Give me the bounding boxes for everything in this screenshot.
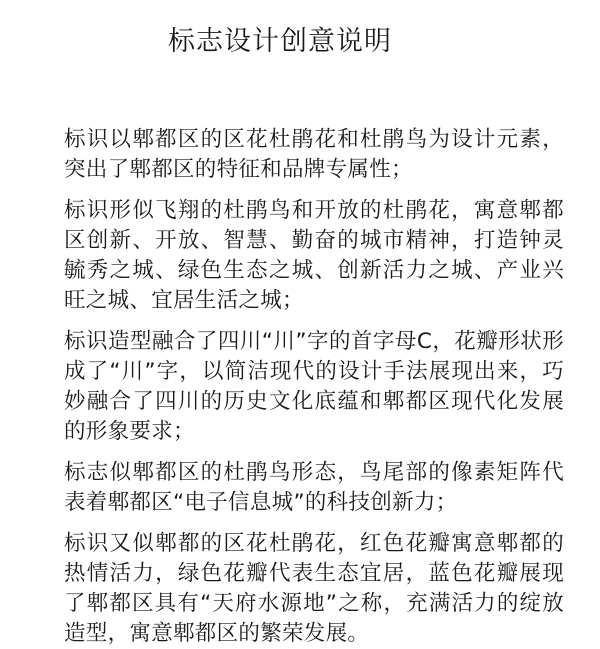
paragraph-1: 标识以郫都区的区花杜鹃花和杜鹃鸟为设计元素，突出了郫都区的特征和品牌专属性； (64, 127, 564, 182)
document-body (64, 125, 564, 649)
paragraph-4: 标志似郫都区的杜鹃鸟形态，鸟尾部的像素矩阵代表着郫都区“电子信息城”的科技创新力； (64, 460, 564, 515)
page-title: 标志设计创意说明 (168, 26, 392, 57)
paragraph-3: 标识造型融合了四川“川”字的首字母C，花瓣形状形成了“川”字，以简洁现代的设计手法展现出来，巧妙融合了四川的历史文化底蕴和郫都区现代化发展的形象要求； (64, 329, 564, 444)
paragraph-5: 标识又似郫都的区花杜鹃花，红色花瓣寓意郫都的热情活力，绿色花瓣代表生态宜居，蓝色花瓣展现了郫都区具有“天府水源地”之称，充满活力的绽放造型，寓意郫都区的繁荣发展。 (64, 531, 564, 646)
paragraph-2: 标识形似飞翔的杜鹃鸟和开放的杜鹃花，寓意郫都区创新、开放、智慧、勤奋的城市精神，打造钟灵毓秀之城、绿色生态之城、创新活力之城、产业兴旺之城、宜居生活之城； (64, 198, 564, 313)
